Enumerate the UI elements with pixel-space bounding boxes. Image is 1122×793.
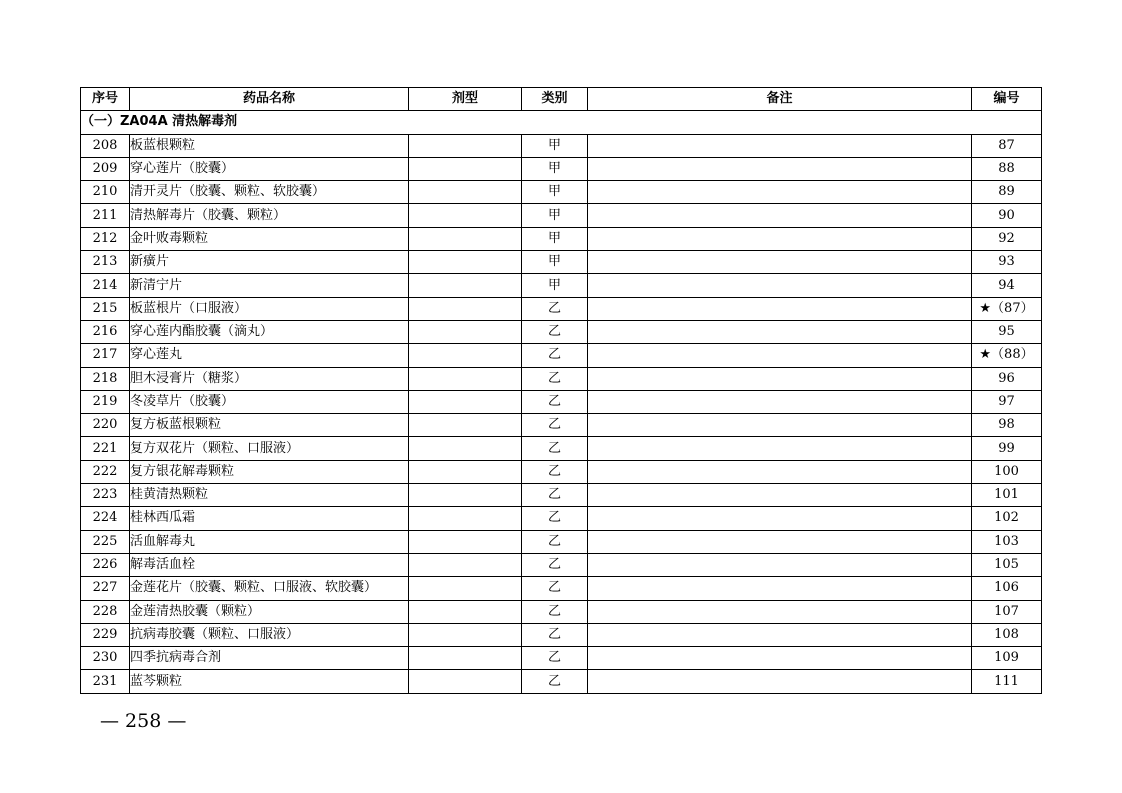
row-remark bbox=[588, 297, 972, 320]
row-seq: 230 bbox=[81, 647, 130, 670]
row-category: 乙 bbox=[522, 367, 588, 390]
row-number: 92 bbox=[972, 227, 1042, 250]
row-dosage-form bbox=[409, 344, 522, 367]
row-seq: 214 bbox=[81, 274, 130, 297]
row-category: 甲 bbox=[522, 227, 588, 250]
row-dosage-form bbox=[409, 460, 522, 483]
row-number: ★（87） bbox=[972, 297, 1042, 320]
row-drug-name: 新清宁片 bbox=[130, 274, 409, 297]
row-drug-name: 金叶败毒颗粒 bbox=[130, 227, 409, 250]
row-dosage-form bbox=[409, 530, 522, 553]
row-remark bbox=[588, 670, 972, 693]
row-number: ★（88） bbox=[972, 344, 1042, 367]
table-row bbox=[81, 320, 1042, 343]
header-remark: 备注 bbox=[588, 88, 972, 111]
row-number: 88 bbox=[972, 157, 1042, 180]
row-drug-name: 复方板蓝根颗粒 bbox=[130, 414, 409, 437]
row-number: 95 bbox=[972, 320, 1042, 343]
row-drug-name: 活血解毒丸 bbox=[130, 530, 409, 553]
row-number: 108 bbox=[972, 623, 1042, 646]
row-category: 甲 bbox=[522, 251, 588, 274]
row-remark bbox=[588, 134, 972, 157]
row-category: 乙 bbox=[522, 623, 588, 646]
row-dosage-form bbox=[409, 623, 522, 646]
table-row bbox=[81, 414, 1042, 437]
row-dosage-form bbox=[409, 274, 522, 297]
row-remark bbox=[588, 320, 972, 343]
row-category: 乙 bbox=[522, 460, 588, 483]
row-remark bbox=[588, 274, 972, 297]
row-drug-name: 穿心莲内酯胶囊（滴丸） bbox=[130, 320, 409, 343]
row-remark bbox=[588, 623, 972, 646]
table-row bbox=[81, 460, 1042, 483]
row-remark bbox=[588, 600, 972, 623]
row-dosage-form bbox=[409, 600, 522, 623]
row-number: 106 bbox=[972, 577, 1042, 600]
table-row bbox=[81, 484, 1042, 507]
header-number: 编号 bbox=[972, 88, 1042, 111]
row-remark bbox=[588, 530, 972, 553]
row-remark bbox=[588, 251, 972, 274]
row-drug-name: 冬凌草片（胶囊） bbox=[130, 390, 409, 413]
row-drug-name: 复方双花片（颗粒、口服液） bbox=[130, 437, 409, 460]
row-drug-name: 抗病毒胶囊（颗粒、口服液） bbox=[130, 623, 409, 646]
row-seq: 218 bbox=[81, 367, 130, 390]
table-row bbox=[81, 600, 1042, 623]
row-remark bbox=[588, 484, 972, 507]
row-drug-name: 胆木浸膏片（糖浆） bbox=[130, 367, 409, 390]
row-remark bbox=[588, 344, 972, 367]
row-dosage-form bbox=[409, 181, 522, 204]
row-remark bbox=[588, 460, 972, 483]
row-drug-name: 金莲花片（胶囊、颗粒、口服液、软胶囊） bbox=[130, 577, 409, 600]
row-drug-name: 解毒活血栓 bbox=[130, 553, 409, 576]
row-drug-name: 板蓝根片（口服液） bbox=[130, 297, 409, 320]
row-seq: 222 bbox=[81, 460, 130, 483]
row-seq: 208 bbox=[81, 134, 130, 157]
row-dosage-form bbox=[409, 297, 522, 320]
row-remark bbox=[588, 390, 972, 413]
row-category: 甲 bbox=[522, 204, 588, 227]
row-dosage-form bbox=[409, 227, 522, 250]
row-category: 乙 bbox=[522, 647, 588, 670]
row-drug-name: 穿心莲丸 bbox=[130, 344, 409, 367]
row-drug-name: 金莲清热胶囊（颗粒） bbox=[130, 600, 409, 623]
row-seq: 212 bbox=[81, 227, 130, 250]
table-row bbox=[81, 437, 1042, 460]
row-category: 乙 bbox=[522, 390, 588, 413]
table-row bbox=[81, 181, 1042, 204]
row-drug-name: 板蓝根颗粒 bbox=[130, 134, 409, 157]
row-number: 87 bbox=[972, 134, 1042, 157]
row-seq: 228 bbox=[81, 600, 130, 623]
row-seq: 229 bbox=[81, 623, 130, 646]
row-remark bbox=[588, 367, 972, 390]
row-drug-name: 新癀片 bbox=[130, 251, 409, 274]
row-dosage-form bbox=[409, 367, 522, 390]
row-number: 105 bbox=[972, 553, 1042, 576]
table-row bbox=[81, 274, 1042, 297]
row-dosage-form bbox=[409, 390, 522, 413]
row-seq: 216 bbox=[81, 320, 130, 343]
row-category: 乙 bbox=[522, 320, 588, 343]
row-remark bbox=[588, 414, 972, 437]
row-category: 乙 bbox=[522, 553, 588, 576]
row-number: 99 bbox=[972, 437, 1042, 460]
row-seq: 210 bbox=[81, 181, 130, 204]
row-category: 甲 bbox=[522, 274, 588, 297]
row-dosage-form bbox=[409, 320, 522, 343]
row-number: 97 bbox=[972, 390, 1042, 413]
row-seq: 227 bbox=[81, 577, 130, 600]
row-seq: 215 bbox=[81, 297, 130, 320]
row-number: 89 bbox=[972, 181, 1042, 204]
table-row bbox=[81, 251, 1042, 274]
table-row bbox=[81, 227, 1042, 250]
row-number: 111 bbox=[972, 670, 1042, 693]
header-name: 药品名称 bbox=[130, 88, 409, 111]
row-remark bbox=[588, 647, 972, 670]
row-dosage-form bbox=[409, 647, 522, 670]
row-dosage-form bbox=[409, 157, 522, 180]
row-dosage-form bbox=[409, 414, 522, 437]
row-remark bbox=[588, 227, 972, 250]
table-row bbox=[81, 344, 1042, 367]
row-drug-name: 蓝芩颗粒 bbox=[130, 670, 409, 693]
table-row bbox=[81, 157, 1042, 180]
row-dosage-form bbox=[409, 437, 522, 460]
row-number: 98 bbox=[972, 414, 1042, 437]
row-drug-name: 四季抗病毒合剂 bbox=[130, 647, 409, 670]
row-drug-name: 桂黄清热颗粒 bbox=[130, 484, 409, 507]
row-remark bbox=[588, 181, 972, 204]
row-dosage-form bbox=[409, 553, 522, 576]
row-category: 乙 bbox=[522, 484, 588, 507]
row-dosage-form bbox=[409, 577, 522, 600]
table-row bbox=[81, 553, 1042, 576]
row-drug-name: 清开灵片（胶囊、颗粒、软胶囊） bbox=[130, 181, 409, 204]
row-remark bbox=[588, 577, 972, 600]
row-category: 乙 bbox=[522, 670, 588, 693]
table-row bbox=[81, 390, 1042, 413]
row-seq: 224 bbox=[81, 507, 130, 530]
row-drug-name: 桂林西瓜霜 bbox=[130, 507, 409, 530]
row-drug-name: 清热解毒片（胶囊、颗粒） bbox=[130, 204, 409, 227]
table-row bbox=[81, 670, 1042, 693]
row-number: 103 bbox=[972, 530, 1042, 553]
row-category: 甲 bbox=[522, 157, 588, 180]
row-seq: 231 bbox=[81, 670, 130, 693]
row-seq: 219 bbox=[81, 390, 130, 413]
header-seq: 序号 bbox=[81, 88, 130, 111]
row-category: 乙 bbox=[522, 297, 588, 320]
row-category: 乙 bbox=[522, 577, 588, 600]
header-form: 剂型 bbox=[409, 88, 522, 111]
row-seq: 221 bbox=[81, 437, 130, 460]
row-category: 乙 bbox=[522, 437, 588, 460]
row-seq: 226 bbox=[81, 553, 130, 576]
table-row bbox=[81, 507, 1042, 530]
drug-list-table bbox=[80, 87, 1042, 694]
row-seq: 217 bbox=[81, 344, 130, 367]
row-drug-name: 复方银花解毒颗粒 bbox=[130, 460, 409, 483]
table-header-row bbox=[81, 88, 1042, 111]
row-remark bbox=[588, 507, 972, 530]
table-row bbox=[81, 367, 1042, 390]
row-number: 96 bbox=[972, 367, 1042, 390]
table-row bbox=[81, 297, 1042, 320]
table-row bbox=[81, 134, 1042, 157]
row-dosage-form bbox=[409, 251, 522, 274]
row-seq: 223 bbox=[81, 484, 130, 507]
row-number: 90 bbox=[972, 204, 1042, 227]
row-category: 甲 bbox=[522, 181, 588, 204]
row-category: 乙 bbox=[522, 344, 588, 367]
row-category: 乙 bbox=[522, 600, 588, 623]
row-remark bbox=[588, 157, 972, 180]
row-drug-name: 穿心莲片（胶囊） bbox=[130, 157, 409, 180]
row-number: 109 bbox=[972, 647, 1042, 670]
row-seq: 225 bbox=[81, 530, 130, 553]
row-dosage-form bbox=[409, 204, 522, 227]
table-row bbox=[81, 623, 1042, 646]
row-number: 101 bbox=[972, 484, 1042, 507]
row-seq: 213 bbox=[81, 251, 130, 274]
row-seq: 220 bbox=[81, 414, 130, 437]
row-dosage-form bbox=[409, 670, 522, 693]
row-dosage-form bbox=[409, 507, 522, 530]
row-dosage-form bbox=[409, 484, 522, 507]
row-category: 乙 bbox=[522, 530, 588, 553]
table-row bbox=[81, 647, 1042, 670]
row-category: 乙 bbox=[522, 507, 588, 530]
table-row bbox=[81, 577, 1042, 600]
row-number: 100 bbox=[972, 460, 1042, 483]
row-number: 107 bbox=[972, 600, 1042, 623]
row-remark bbox=[588, 437, 972, 460]
row-seq: 209 bbox=[81, 157, 130, 180]
header-category: 类别 bbox=[522, 88, 588, 111]
row-number: 102 bbox=[972, 507, 1042, 530]
row-remark bbox=[588, 204, 972, 227]
section-row bbox=[81, 111, 1042, 134]
table-row bbox=[81, 204, 1042, 227]
row-number: 93 bbox=[972, 251, 1042, 274]
table-row bbox=[81, 530, 1042, 553]
page-number: — 258 — bbox=[100, 710, 187, 732]
row-dosage-form bbox=[409, 134, 522, 157]
row-number: 94 bbox=[972, 274, 1042, 297]
section-title: （一）ZA04A 清热解毒剂 bbox=[81, 111, 1042, 134]
row-category: 乙 bbox=[522, 414, 588, 437]
row-remark bbox=[588, 553, 972, 576]
row-seq: 211 bbox=[81, 204, 130, 227]
row-category: 甲 bbox=[522, 134, 588, 157]
